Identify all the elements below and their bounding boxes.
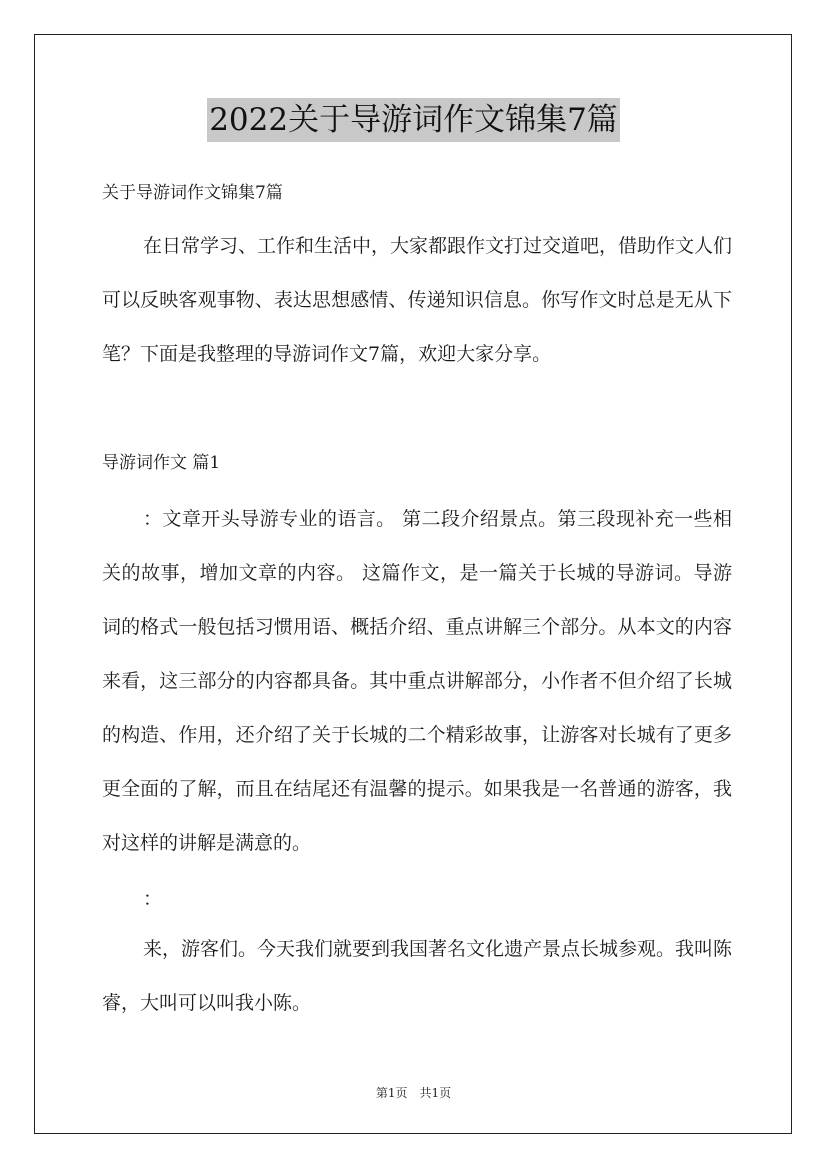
review-paragraph: ：文章开头导游专业的语言。 第二段介绍景点。第三段现补充一些相关的故事，增加文章的内容。 这篇作文，是一篇关于长城的导游词。导游词的格式一般包括习惯用语、概括介绍、重点讲解三个部分。从本文的内容来看，这三部分的内容都具备。其中重点讲解部分，小作者不但介绍了长城的构造、作用，还介绍了关于长城的二个精彩故事，让游客对长城有了更多更全面的了解，而且在结尾还有温馨的提示。如果我是一名普通的游客，我对这样的讲解是满意的。 <box>102 508 732 854</box>
section-heading: 导游词作文 篇1 <box>102 453 221 473</box>
body-paragraph: 来，游客们。今天我们就要到我国著名文化遗产景点长城参观。我叫陈睿，大叫可以叫我小陈。 <box>102 938 733 1014</box>
title-container <box>0 98 827 142</box>
document-title: 2022关于导游词作文锦集7篇 <box>207 98 620 142</box>
intro-paragraph: 在日常学习、工作和生活中，大家都跟作文打过交道吧，借助作文人们可以反映客观事物、表达思想感情、传递知识信息。你写作文时总是无从下笔？下面是我整理的导游词作文7篇，欢迎大家分享。 <box>102 235 733 365</box>
colon-line: ： <box>143 888 163 910</box>
document-subtitle: 关于导游词作文锦集7篇 <box>102 183 283 203</box>
page-footer: 第1页 共1页 <box>375 1086 452 1100</box>
